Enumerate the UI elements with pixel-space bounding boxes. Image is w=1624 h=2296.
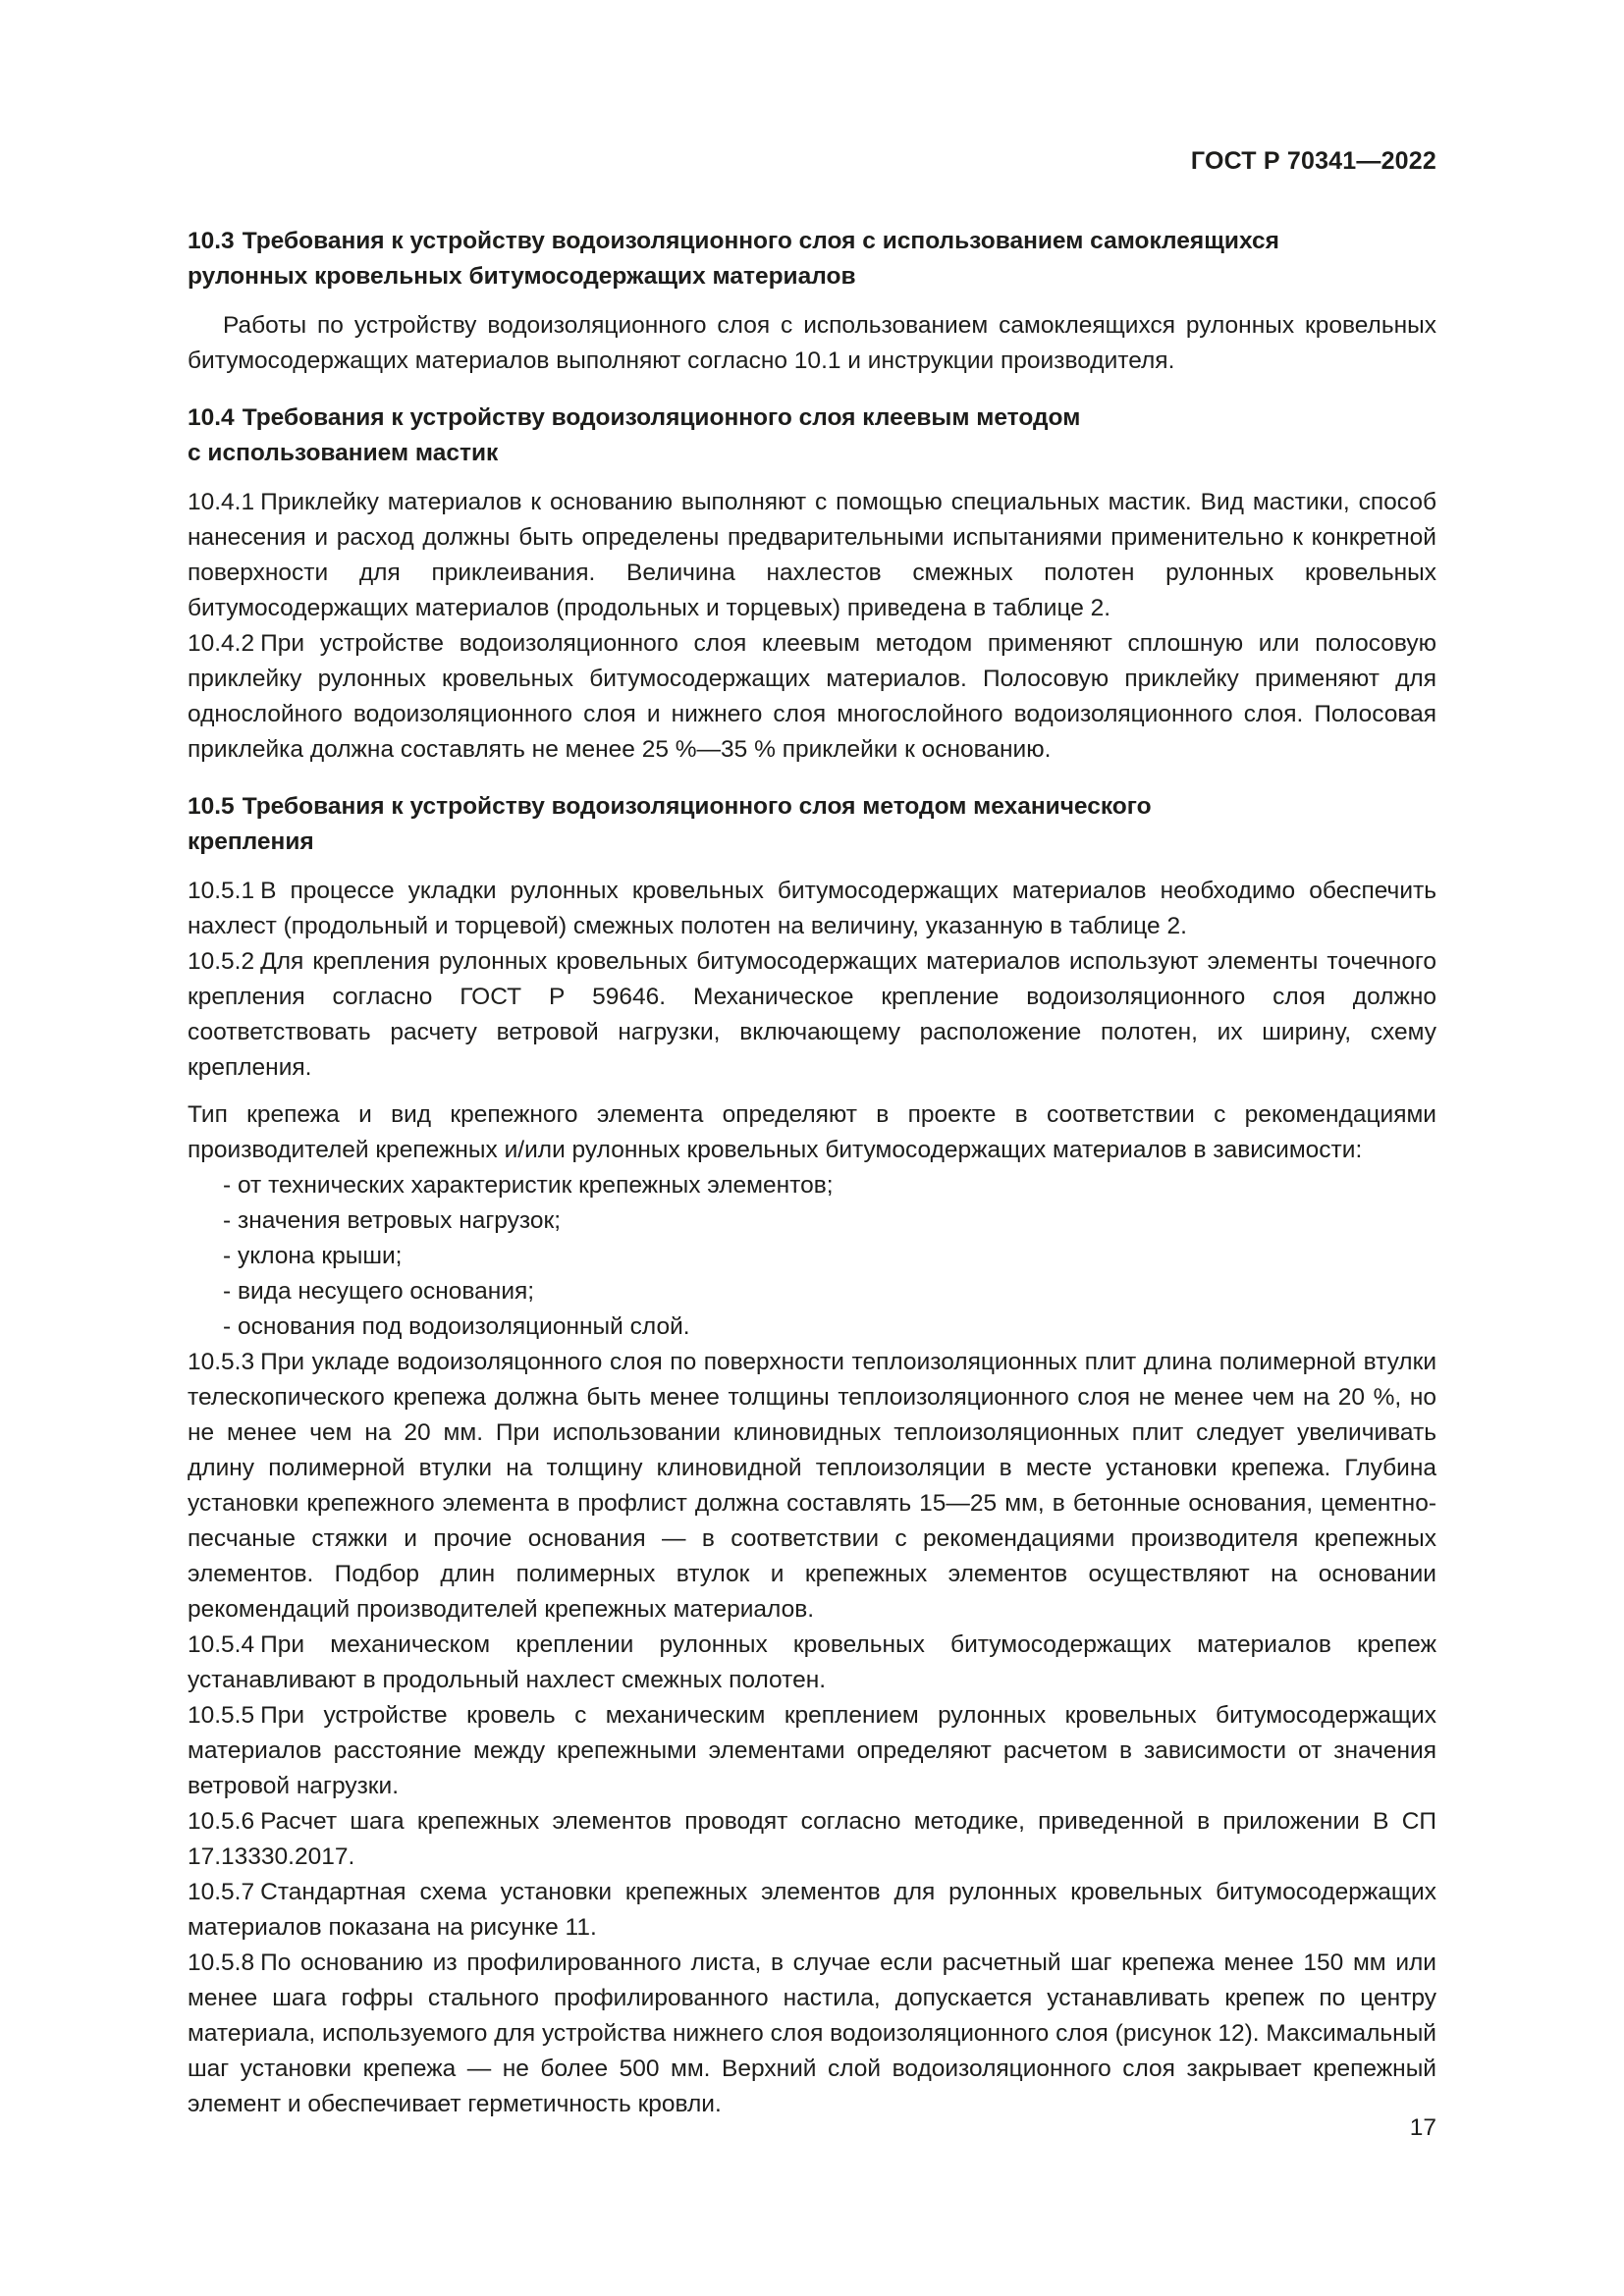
paragraph-text: В процессе укладки рулонных кровельных битумосодержащих материалов необходимо обеспечить нахлест (продольный и торцевой) смежных полотен на величину, указанную в таблице 2. — [188, 878, 1436, 939]
section-heading-10-3 — [188, 224, 1436, 294]
paragraph-10-5-3 — [188, 1345, 1436, 1628]
clause-number: 10.5.6 — [188, 1808, 255, 1835]
clause-number: 10.5.1 — [188, 878, 255, 904]
clause-number: 10.5.7 — [188, 1879, 255, 1905]
list-item: - значения ветровых нагрузок; — [223, 1207, 562, 1234]
clause-number: 10.5.5 — [188, 1702, 255, 1729]
clause-number: 10.5.2 — [188, 948, 255, 975]
section-heading-10-5 — [188, 789, 1436, 860]
paragraph-10-5-7 — [188, 1875, 1436, 1946]
paragraph-text: При механическом креплении рулонных кровельных битумосодержащих материалов крепеж устанавливают в продольный нахлест смежных полотен. — [188, 1631, 1436, 1693]
section-number: 10.4 — [188, 404, 235, 431]
paragraph-10-4-2 — [188, 626, 1436, 768]
paragraph-10-5-2-continued — [188, 1097, 1436, 1168]
paragraph-10-5-5 — [188, 1698, 1436, 1804]
paragraph-text: Для крепления рулонных кровельных битумосодержащих материалов используют элементы точечного крепления согласно ГОСТ Р 59646. Механическое крепление водоизоляционного слоя должно соответствовать расчету ветровой нагрузки, включающему расположение полотен, их ширину, схему крепления. — [188, 948, 1436, 1081]
paragraph-10-5-2 — [188, 944, 1436, 1086]
paragraph-10-3 — [188, 308, 1436, 379]
paragraph-10-5-4 — [188, 1628, 1436, 1698]
section-heading-10-4 — [188, 400, 1436, 471]
section-title-line1: Требования к устройству водоизоляционного слоя методом механического — [242, 793, 1152, 820]
paragraph-text: При устройстве водоизоляционного слоя клеевым методом применяют сплошную или полосовую приклейку рулонных кровельных битумосодержащих материалов. Полосовую приклейку применяют для однослойного водоизоляционного слоя и нижнего слоя многослойного водоизоляционного слоя. Полосовая приклейка должна составлять не менее 25 %—35 % приклейки к основанию. — [188, 630, 1436, 763]
paragraph-text: Работы по устройству водоизоляционного слоя с использованием самоклеящихся рулонных кровельных битумосодержащих материалов выполняют согласно 10.1 и инструкции производителя. — [188, 312, 1436, 374]
clause-number: 10.5.8 — [188, 1949, 255, 1976]
section-number: 10.3 — [188, 228, 235, 254]
document-code: ГОСТ Р 70341—2022 — [1190, 147, 1436, 175]
section-title-line1: Требования к устройству водоизоляционного слоя с использованием самоклеящихся — [242, 228, 1279, 254]
clause-number: 10.4.1 — [188, 489, 255, 515]
section-title-line1: Требования к устройству водоизоляционного слоя клеевым методом — [242, 404, 1081, 431]
section-title-line2: крепления — [188, 828, 314, 855]
clause-number: 10.5.3 — [188, 1349, 255, 1375]
section-title-line2: рулонных кровельных битумосодержащих материалов — [188, 263, 856, 290]
paragraph-10-5-8 — [188, 1946, 1436, 2122]
clause-number: 10.4.2 — [188, 630, 255, 657]
paragraph-text: Тип крепежа и вид крепежного элемента определяют в проекте в соответствии с рекомендациями производителей крепежных и/или рулонных кровельных битумосодержащих материалов в зависимости: — [188, 1101, 1436, 1163]
list-item: - от технических характеристик крепежных элементов; — [223, 1172, 834, 1199]
paragraph-text: Приклейку материалов к основанию выполняют с помощью специальных мастик. Вид мастики, способ нанесения и расход должны быть определены предварительными испытаниями применительно к конкретной поверхности для приклеивания. Величина нахлестов смежных полотен рулонных кровельных битумосодержащих материалов (продольных и торцевых) приведена в таблице 2. — [188, 489, 1436, 621]
list-item: - вида несущего основания; — [223, 1278, 535, 1305]
section-number: 10.5 — [188, 793, 235, 820]
section-title-line2: с использованием мастик — [188, 440, 499, 466]
paragraph-text: По основанию из профилированного листа, в случае если расчетный шаг крепежа менее 150 мм или менее шага гофры стального профилированного настила, допускается устанавливать крепеж по центру материала, используемого для устройства нижнего слоя водоизоляционного слоя (рисунок 12). Максимальный шаг установки крепежа — не более 500 мм. Верхний слой водоизоляционного слоя закрывает крепежный элемент и обеспечивает герметичность кровли. — [188, 1949, 1436, 2117]
paragraph-text: Расчет шага крепежных элементов проводят согласно методике, приведенной в приложении В СП 17.13330.2017. — [188, 1808, 1436, 1870]
paragraph-text: При укладе водоизоляцонного слоя по поверхности теплоизоляционных плит длина полимерной втулки телескопического крепежа должна быть менее толщины теплоизоляционного слоя не менее чем на 20 %, но не менее чем на 20 мм. При использовании клиновидных теплоизоляционных плит следует увеличивать длину полимерной втулки на толщину клиновидной теплоизоляции в месте установки крепежа. Глубина установки крепежного элемента в профлист должна составлять 15—25 мм, в бетонные основания, цементно-песчаные стяжки и прочие основания — в соответствии с рекомендациями производителя крепежных элементов. Подбор длин полимерных втулок и крепежных элементов осуществляют на основании рекомендаций производителей крепежных материалов. — [188, 1349, 1436, 1623]
paragraph-10-4-1 — [188, 485, 1436, 626]
list-item: - основания под водоизоляционный слой. — [223, 1313, 690, 1340]
page-number: 17 — [1409, 2114, 1436, 2141]
paragraph-10-5-6 — [188, 1804, 1436, 1875]
paragraph-text: При устройстве кровель с механическим креплением рулонных кровельных битумосодержащих материалов расстояние между крепежными элементами определяют расчетом в зависимости от значения ветровой нагрузки. — [188, 1702, 1436, 1799]
paragraph-text: Стандартная схема установки крепежных элементов для рулонных кровельных битумосодержащих материалов показана на рисунке 11. — [188, 1879, 1436, 1941]
paragraph-10-5-1 — [188, 874, 1436, 944]
list-item: - уклона крыши; — [223, 1243, 403, 1269]
clause-number: 10.5.4 — [188, 1631, 255, 1658]
page-content — [188, 224, 1436, 2122]
